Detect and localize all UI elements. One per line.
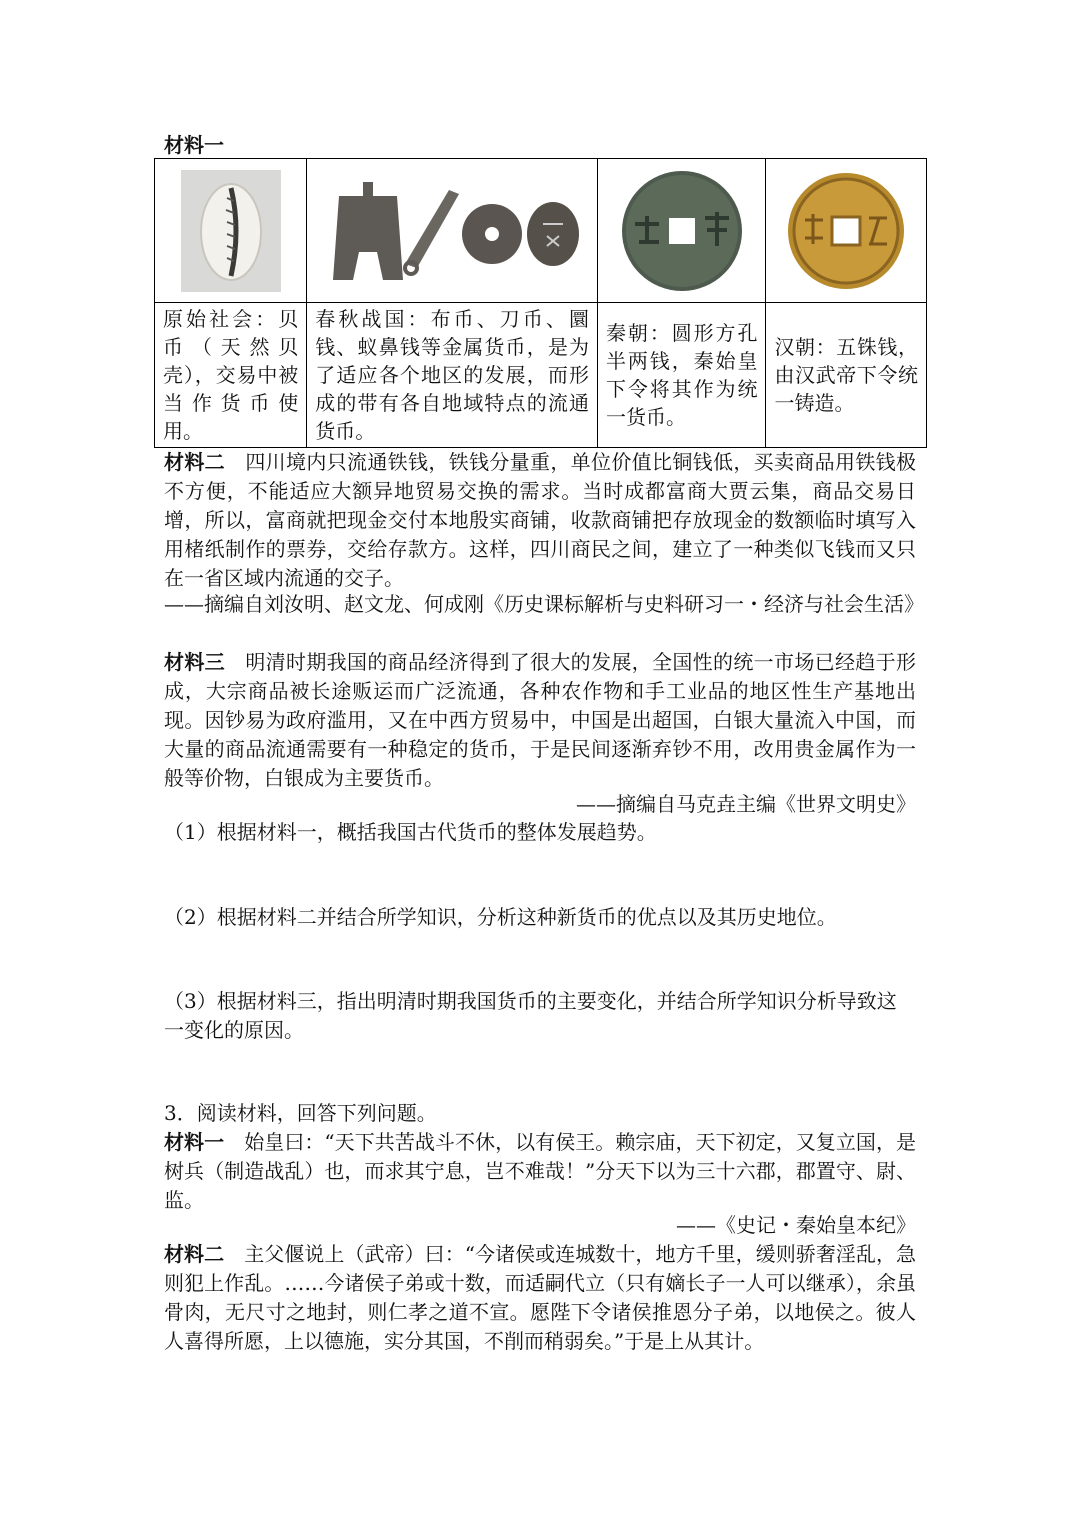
ancient-coins-icon — [317, 176, 587, 286]
material3-text: 明清时期我国的商品经济得到了很大的发展，全国性的统一市场已经趋于形成，大宗商品被长途贩运而广泛流通，各种农作物和手工业品的地区性生产基地出现。因钞易为政府滥用，又在中西方贸易中，中国是出超国，白银大量流入中国，而大量的商品流通需要有一种稳定的货币，于是民间逐渐弃钞不用，改用贵金属作为一般等价物，白银成为主要货币。 — [164, 650, 917, 790]
section3-material2-text: 主父偃说上（武帝）曰：“今诸侯或连城数十，地方千里，缓则骄奢淫乱，急则犯上作乱。……今诸侯子弟或十数，而适嗣代立（只有嫡长子一人可以继承），余虽骨肉，无尺寸之地封，则仁孝之道不宣。愿陛下令诸侯推恩分子弟，以地侯之。彼人人喜得所愿，上以德施，实分其国，不削而稍弱矣。”于是上从其计。 — [164, 1242, 917, 1353]
material2-paragraph — [164, 448, 916, 593]
section3-material1-text: 始皇曰：“天下共苦战斗不休，以有侯王。赖宗庙，天下初定，又复立国，是树兵（制造战乱）也，而求其宁息，岂不难哉！”分天下以为三十六郡，郡置守、尉、监。 — [164, 1130, 917, 1212]
caption-warring-states: 春秋战国：布币、刀币、圜钱、蚁鼻钱等金属货币，是为了适应各个地区的发展，而形成的带有各自地域特点的流通货币。 — [307, 303, 598, 448]
material1-heading: 材料一 — [164, 133, 224, 157]
caption-han: 汉朝：五铢钱，由汉武帝下令统一铸造。 — [766, 303, 927, 448]
banliang-coin-icon — [617, 166, 747, 296]
section3-title: 3．阅读材料，回答下列问题。 — [164, 1101, 437, 1125]
caption-qin: 秦朝：圆形方孔半两钱，秦始皇下令将其作为统一货币。 — [597, 303, 765, 448]
material1-table — [154, 158, 927, 448]
section3-material2-paragraph — [164, 1240, 916, 1356]
material2-label: 材料二 — [164, 450, 225, 474]
caption-primitive: 原始社会：贝币（天然贝壳），交易中被当作货币使用。 — [155, 303, 307, 448]
question-1: （1）根据材料一，概括我国古代货币的整体发展趋势。 — [164, 820, 657, 844]
ancient-coins-image-cell — [307, 159, 598, 303]
section3-material1-paragraph — [164, 1128, 916, 1215]
wuzhu-image-cell — [766, 159, 927, 303]
section3-material1-label: 材料一 — [164, 1130, 225, 1154]
material3-paragraph — [164, 648, 916, 793]
section3-material1-source: ——《史记・秦始皇本纪》 — [676, 1213, 916, 1237]
material3-label: 材料三 — [164, 650, 225, 674]
shell-image-cell — [155, 159, 307, 303]
question-2: （2）根据材料二并结合所学知识，分析这种新货币的优点以及其历史地位。 — [164, 905, 837, 929]
shell-icon — [181, 170, 281, 292]
wuzhu-coin-icon — [783, 168, 909, 294]
material2-text: 四川境内只流通铁钱，铁钱分量重，单位价值比铜钱低，买卖商品用铁钱极不方便，不能适应大额异地贸易交换的需求。当时成都富商大贾云集，商品交易日增，所以，富商就把现金交付本地殷实商铺，收款商铺把存放现金的数额临时填写入用楮纸制作的票券，交给存款方。这样，四川商民之间，建立了一种类似飞钱而又只在一省区域内流通的交子。 — [164, 450, 917, 590]
material3-source: ——摘编自马克垚主编《世界文明史》 — [576, 792, 916, 816]
material2-source: ——摘编自刘汝明、赵文龙、何成刚《历史课标解析与史料研习一・经济与社会生活》 — [164, 592, 924, 616]
banliang-image-cell — [597, 159, 765, 303]
question-3: （3）根据材料三，指出明清时期我国货币的主要变化，并结合所学知识分析导致这一变化的原因。 — [164, 989, 897, 1042]
section3-material2-label: 材料二 — [164, 1242, 225, 1266]
